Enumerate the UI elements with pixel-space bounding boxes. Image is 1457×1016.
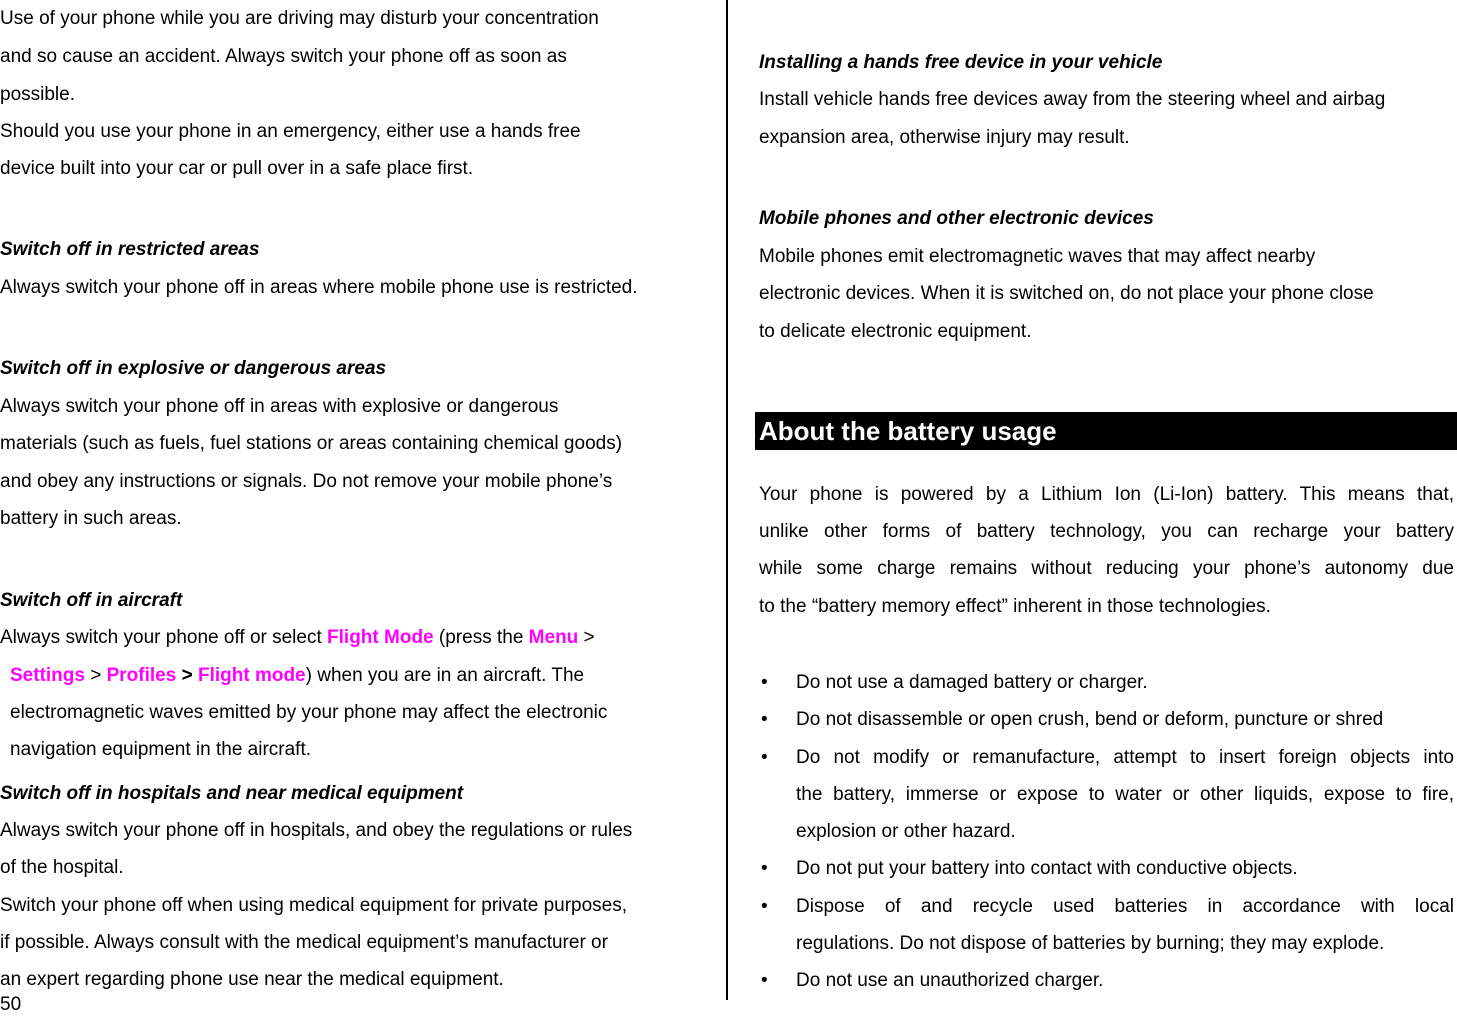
section-heading-hospital: Switch off in hospitals and near medical equipment xyxy=(0,783,464,804)
paragraph-line: an expert regarding phone use near the medical equipment. xyxy=(0,969,504,990)
bullet-item-continued: the battery, immerse or expose to water or other liquids, expose to fire, xyxy=(796,784,1454,805)
section-heading-explosive: Switch off in explosive or dangerous areas xyxy=(0,358,387,379)
bullet-icon: • xyxy=(761,747,768,768)
page-number: 50 xyxy=(0,994,22,1015)
column-divider xyxy=(726,0,728,1000)
paragraph-line: and so cause an accident. Always switch your phone off as soon as xyxy=(0,46,567,67)
paragraph-line: Install vehicle hands free devices away from the steering wheel and airbag xyxy=(759,89,1386,110)
paragraph-line: possible. xyxy=(0,84,75,105)
paragraph-line xyxy=(10,665,584,687)
bullet-icon: • xyxy=(761,858,768,879)
paragraph-line: while some charge remains without reducing your phone’s autonomy due xyxy=(759,558,1454,579)
paragraph-line: Always switch your phone off in hospitals, and obey the regulations or rules xyxy=(0,820,633,841)
bullet-icon: • xyxy=(761,896,768,917)
text-run: (press the xyxy=(433,627,529,648)
section-heading-mobile: Mobile phones and other electronic devices xyxy=(759,208,1154,229)
paragraph-line: Mobile phones emit electromagnetic waves that may affect nearby xyxy=(759,246,1316,267)
profiles-keyword: Profiles xyxy=(106,665,177,686)
paragraph-line: Always switch your phone off in areas where mobile phone use is restricted. xyxy=(0,277,638,298)
paragraph-line xyxy=(0,627,595,649)
flight-mode-keyword: Flight Mode xyxy=(327,627,434,648)
text-run: ) when you are in an aircraft. The xyxy=(305,665,585,686)
paragraph-line: unlike other forms of battery technology, you can recharge your battery xyxy=(759,521,1454,542)
section-heading-handsfree: Installing a hands free device in your vehicle xyxy=(759,52,1163,73)
section-heading-aircraft: Switch off in aircraft xyxy=(0,590,183,611)
paragraph-line: to delicate electronic equipment. xyxy=(759,321,1032,342)
text-run: > xyxy=(578,627,595,648)
bullet-item: Do not use an unauthorized charger. xyxy=(796,970,1104,991)
bullet-item: Dispose of and recycle used batteries in accordance with local xyxy=(796,896,1454,917)
bullet-item: Do not disassemble or open crush, bend or deform, puncture or shred xyxy=(796,709,1384,730)
bullet-icon: • xyxy=(761,709,768,730)
bullet-item-continued: regulations. Do not dispose of batteries by burning; they may explode. xyxy=(796,933,1385,954)
paragraph-line: of the hospital. xyxy=(0,857,124,878)
paragraph-line: navigation equipment in the aircraft. xyxy=(10,739,312,760)
paragraph-line: materials (such as fuels, fuel stations or areas containing chemical goods) xyxy=(0,433,623,454)
bullet-item-continued: explosion or other hazard. xyxy=(796,821,1016,842)
paragraph-line: Switch your phone off when using medical equipment for private purposes, xyxy=(0,895,628,916)
bullet-icon: • xyxy=(761,672,768,693)
menu-keyword: Menu xyxy=(528,627,579,648)
bullet-icon: • xyxy=(761,970,768,991)
paragraph-line: and obey any instructions or signals. Do not remove your mobile phone’s xyxy=(0,471,613,492)
bullet-item: Do not put your battery into contact with conductive objects. xyxy=(796,858,1298,879)
flight-mode-keyword-2: Flight mode xyxy=(197,665,306,686)
bullet-item: Do not modify or remanufacture, attempt to insert foreign objects into xyxy=(796,747,1454,768)
section-heading-restricted: Switch off in restricted areas xyxy=(0,239,260,260)
settings-keyword: Settings xyxy=(10,665,85,686)
paragraph-line: Your phone is powered by a Lithium Ion (Li-Ion) battery. This means that, xyxy=(759,484,1454,505)
paragraph-line: device built into your car or pull over in a safe place first. xyxy=(0,158,474,179)
paragraph-line: if possible. Always consult with the medical equipment’s manufacturer or xyxy=(0,932,608,953)
paragraph-line: Use of your phone while you are driving may disturb your concentration xyxy=(0,8,599,29)
paragraph-line: electronic devices. When it is switched on, do not place your phone close xyxy=(759,283,1374,304)
paragraph-line: Always switch your phone off in areas with explosive or dangerous xyxy=(0,396,559,417)
paragraph-line: Should you use your phone in an emergency, either use a hands free xyxy=(0,121,581,142)
text-run: > xyxy=(176,665,198,686)
paragraph-line: to the “battery memory effect” inherent in those technologies. xyxy=(759,596,1271,617)
paragraph-line: battery in such areas. xyxy=(0,508,182,529)
text-run: > xyxy=(84,665,107,686)
paragraph-line: expansion area, otherwise injury may result. xyxy=(759,127,1130,148)
battery-section-heading: About the battery usage xyxy=(755,412,1457,450)
text-run: Always switch your phone off or select xyxy=(0,627,328,648)
paragraph-line: electromagnetic waves emitted by your phone may affect the electronic xyxy=(10,702,608,723)
bullet-item: Do not use a damaged battery or charger. xyxy=(796,672,1148,693)
